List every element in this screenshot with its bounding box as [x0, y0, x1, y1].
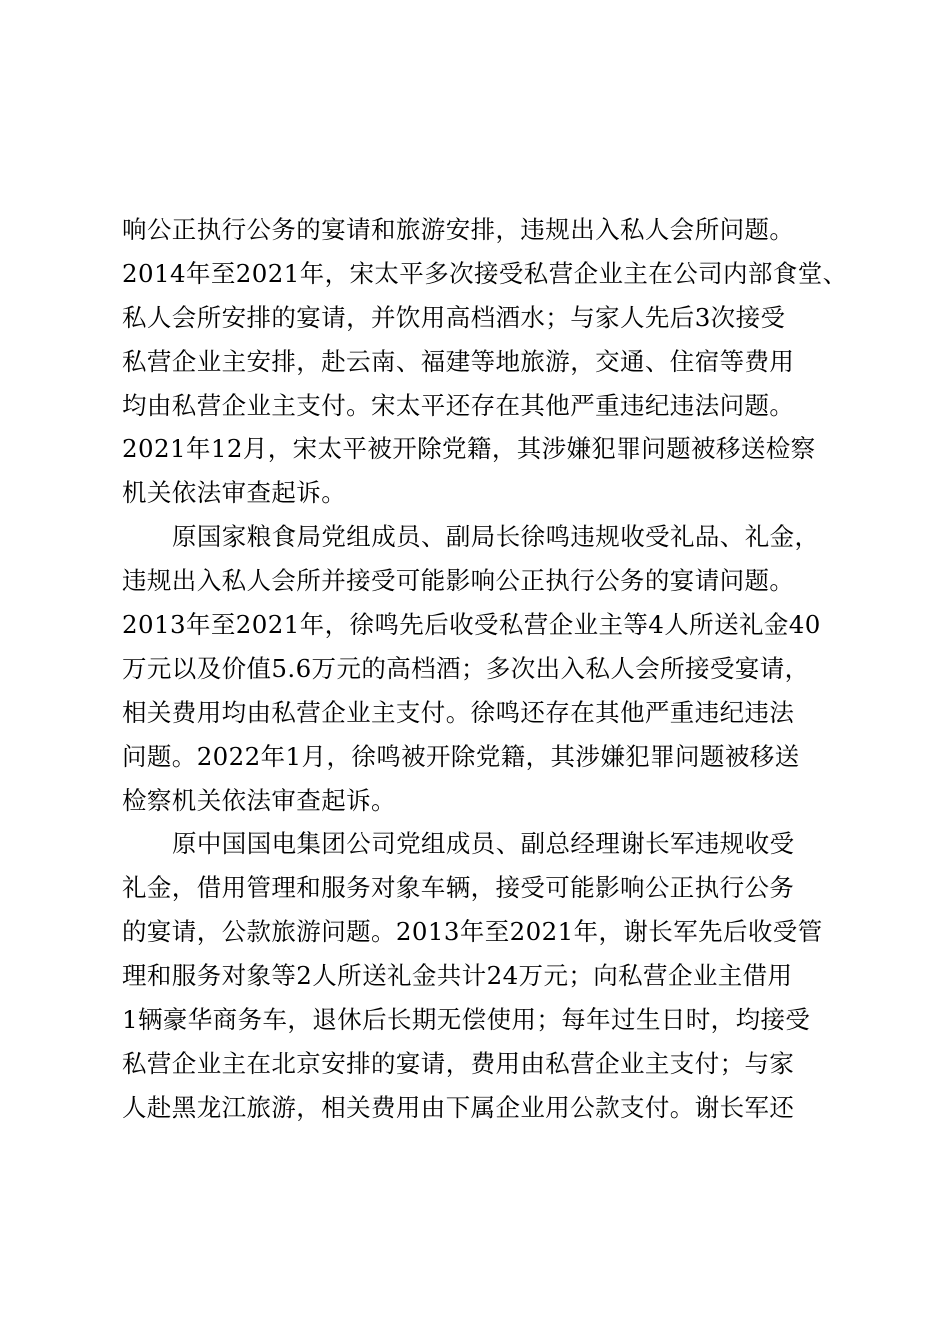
- text-line-5: 均由私营企业主支付。宋太平还存在其他严重违纪违法问题。: [122, 390, 795, 420]
- text-line-11: 万元以及价值5.6万元的高档酒；多次出入私人会所接受宴请，: [122, 653, 810, 683]
- text-line-17: 的宴请，公款旅游问题。2013年至2021年，谢长军先后收受管: [122, 917, 823, 947]
- text-line-7: 机关依法审查起诉。: [122, 478, 347, 508]
- text-line-16: 礼金，借用管理和服务对象车辆，接受可能影响公正执行公务: [122, 873, 795, 903]
- text-line-2: 2014年至2021年，宋太平多次接受私营企业主在公司内部食堂、: [122, 258, 848, 288]
- paragraph-start-line: 原国家粮食局党组成员、副局长徐鸣违规收受礼品、礼金，: [172, 522, 820, 552]
- text-line-10: 2013年至2021年，徐鸣先后收受私营企业主等4人所送礼金40: [122, 610, 821, 640]
- text-line-12: 相关费用均由私营企业主支付。徐鸣还存在其他严重违纪违法: [122, 697, 795, 727]
- text-line-20: 私营企业主在北京安排的宴请，费用由私营企业主支付；与家: [122, 1048, 795, 1078]
- text-line-18: 理和服务对象等2人所送礼金共计24万元；向私营企业主借用: [122, 961, 793, 991]
- body-text: [122, 208, 848, 1130]
- text-line-21: 人赴黑龙江旅游，相关费用由下属企业用公款支付。谢长军还: [122, 1092, 795, 1122]
- paragraph-start-line: 原中国国电集团公司党组成员、副总经理谢长军违规收受: [172, 829, 795, 859]
- text-line-9: 违规出入私人会所并接受可能影响公正执行公务的宴请问题。: [122, 566, 795, 596]
- text-line-4: 私营企业主安排，赴云南、福建等地旅游，交通、住宿等费用: [122, 346, 795, 376]
- text-line-3: 私人会所安排的宴请，并饮用高档酒水；与家人先后3次接受: [122, 302, 786, 332]
- text-line-13: 问题。2022年1月，徐鸣被开除党籍，其涉嫌犯罪问题被移送: [122, 741, 800, 771]
- text-line-1: 响公正执行公务的宴请和旅游安排，违规出入私人会所问题。: [122, 215, 795, 244]
- text-line-14: 检察机关依法审查起诉。: [122, 785, 396, 815]
- text-line-6: 2021年12月，宋太平被开除党籍，其涉嫌犯罪问题被移送检察: [122, 434, 816, 464]
- text-line-19: 1辆豪华商务车，退休后长期无偿使用；每年过生日时，均接受: [122, 1005, 811, 1035]
